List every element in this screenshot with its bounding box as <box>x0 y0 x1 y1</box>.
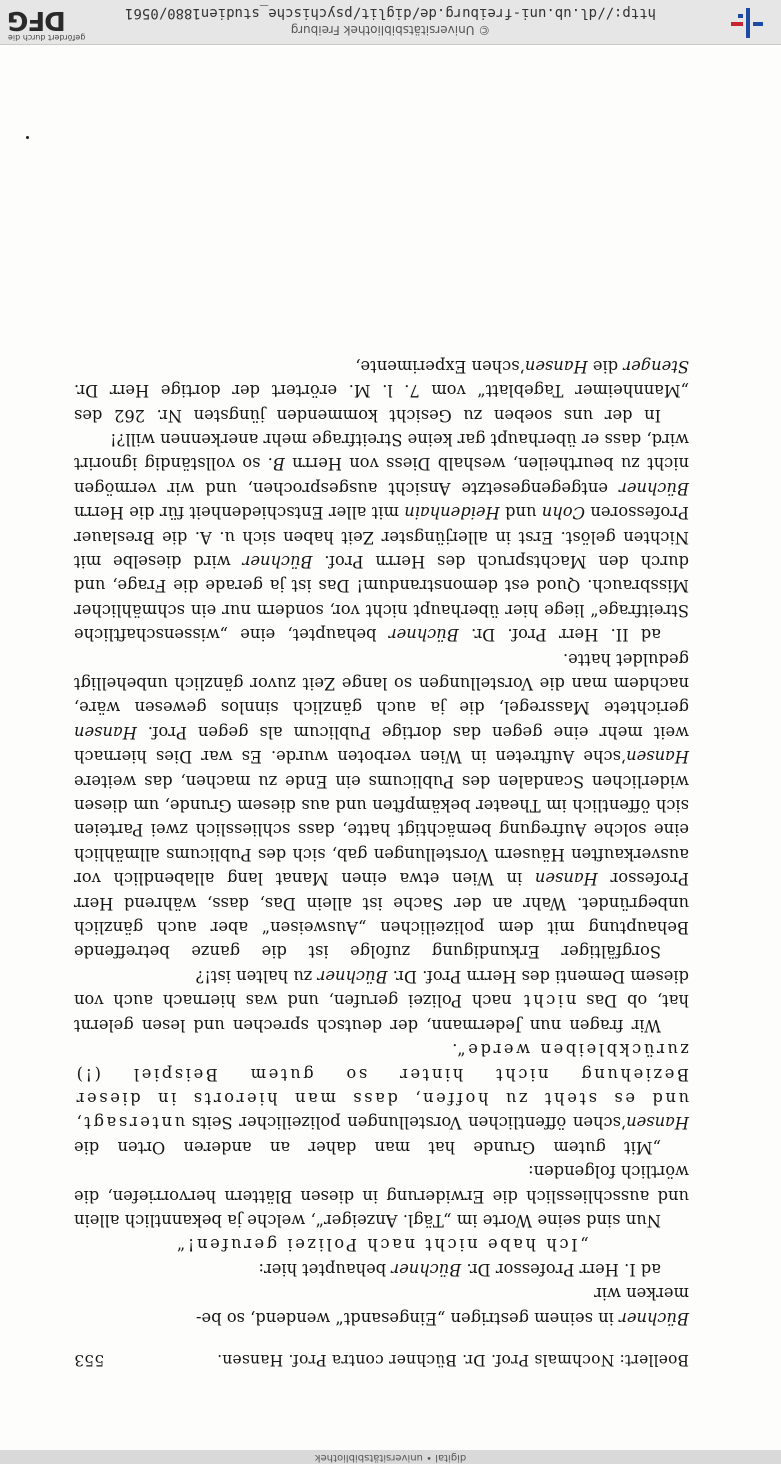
running-title: Boellert: Nochmals Prof. Dr. Büchner contra Prof. Hansen. <box>216 1351 689 1369</box>
top-strip-text: digital • universitätsbibliothek <box>314 1452 467 1463</box>
paragraph: Nun sind seine Worte im „Tägl. Anzeiger“, welche ja bekanntlich allein und ausschliesslich die Erwiderung in diesen Blättern hervorriefen, die wörtlich folgenden: <box>74 1162 689 1230</box>
page-number: 553 <box>74 1351 105 1369</box>
footer-strip <box>0 0 781 45</box>
paragraph: Sorgfältiger Erkundigung zufolge ist die ganze betreffende Behauptung mit dem polizeilichen „Ausweisen“ aber auch gänzlich unbegründet. Wahr an der Sache ist allein Das, dass, während Herr Professor Hansen in Wien etwa einen Manat lang allabendlich vor ausverkauften Häusern Vorstellungen gab, sich des Publicums allmählich eine solche Aufregung bemächtigt hatte, dass schliesslich zwei Parteien sich öffentlich im Theater bekämpften und aus diesem Grunde, um diesen widerlichen Scandalen des Publicums ein Ende zu machen, das weitere Hansen’sche Auftreten in Wien verboten wurde. Es war Dies hiernach weit mehr eine gegen das dortige Publicum als gegen Prof. Hansen gerichtete Massregel, die ja auch gänzlich sinnlos gewesen wäre, nachdem man die Vorstellungen so lange Zeit zuvor gänzlich unbehelligt geduldet hatte. <box>74 649 689 962</box>
footer-strip-text <box>0 0 781 42</box>
paragraph: ad I. Herr Professor Dr. Büchner behauptet hier: <box>258 1259 661 1279</box>
running-head <box>74 1348 689 1372</box>
dfg-letters: DFG <box>8 5 66 35</box>
permalink-url[interactable]: http://dl.ub.uni-freiburg.de/diglit/psychische_studien1880/0561 <box>125 5 657 21</box>
scan-speck <box>26 136 29 139</box>
paragraph: „Mit gutem Grunde hat man daher an anderen Orten die Hansen’schen öffentlichen Vorstellungen polizeilicher Seits untersagt, und es steht zu hoffen, dass man hierorts in dieser Beziehung nicht hinter so gutem Beispiel (!) zurückbleiben werde“. <box>74 1040 689 1157</box>
paragraph: ad II. Herr Prof. Dr. Büchner behauptet, eine „wissenschaftliche Streitfrage“ liege hier überhaupt nicht vor, sondern nur ein schmählicher Missbrauch. Quod est demonstrandum! Das ist ja gerade die Frage, und durch den Machtspruch des Herrn Prof. Büchner wird dieselbe mit Nichten gelöst. Erst in allerjüngster Zeit haben sich u. A. die Breslauer Professoren Cohn und Heidenhain mit aller Entschiedenheit für die Herrn Büchner entgegengesetzte Ansicht ausgesprochen, und wir vermögen nicht zu beurtheilen, weshalb Diess von Herrn B. so vollständig ignorirt wird, dass er überhaupt gar keine Streitfrage mehr anerkennen will?! <box>73 429 689 645</box>
scanned-page <box>74 353 689 1372</box>
body-text <box>74 353 689 1329</box>
paragraph: In der uns soeben zu Gesicht kommenden jüngsten Nr. 262 des „Mannheimer Tageblatt“ vom 7. l. M. erörtert der dortige Herr Dr. Stenger die Hansen’schen Experimente, <box>74 356 689 425</box>
dfg-sub-text: gefördert durch die <box>8 33 86 42</box>
paragraph: Büchner in seinem gestrigen „Eingesandt“ wendend, so be- <box>196 1308 689 1328</box>
copyright-text: © Universitätsbibliothek Freiburg <box>290 23 491 37</box>
top-toolbar-strip <box>0 1450 781 1464</box>
paragraph: Wir fragen nun Jedermann, der deutsch sprechen und lesen gelernt hat, ob Das nicht nach Polizei gerufen, und was hiernach auch von diesem Dementi des Herrn Prof. Dr. Büchner zu halten ist!? <box>74 966 689 1035</box>
paragraph: „Ich habe nicht nach Polizei gerufen!“ <box>174 1235 589 1255</box>
dfg-logo <box>8 6 98 42</box>
paragraph: merken wir <box>594 1284 689 1304</box>
